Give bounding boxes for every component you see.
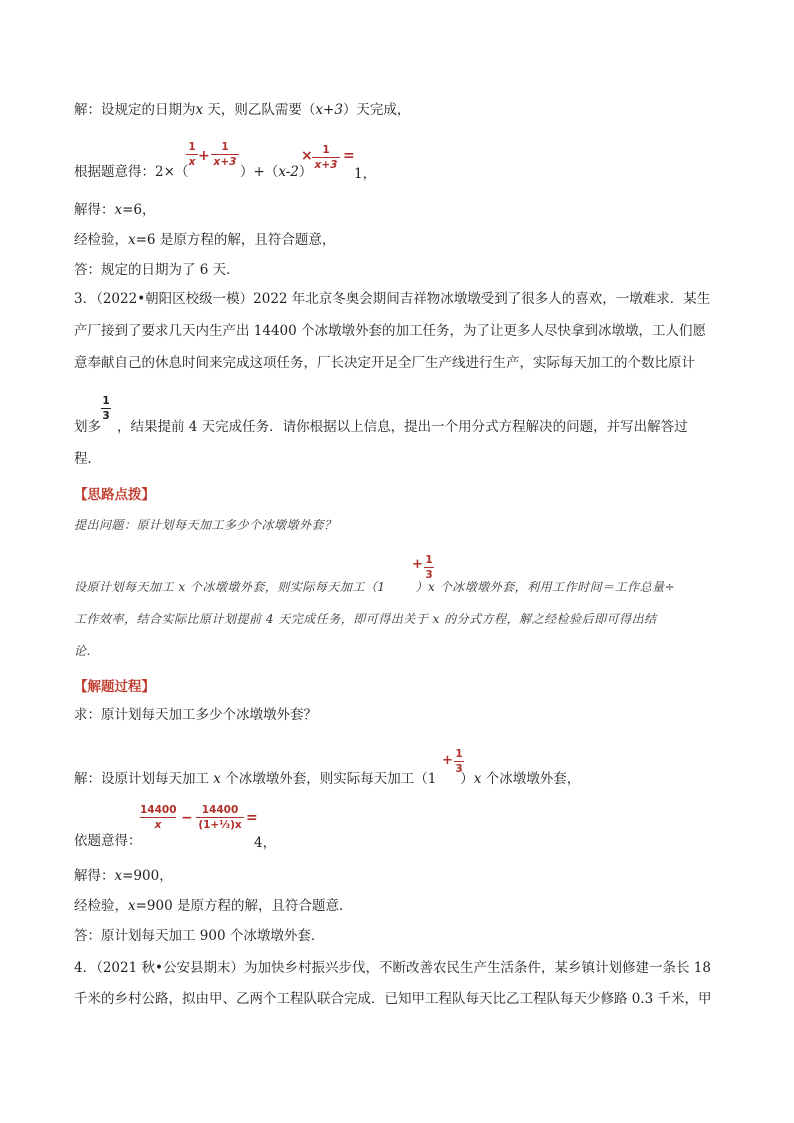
times-sign: ×: [301, 148, 313, 164]
numerator: 1: [188, 141, 196, 153]
text: ）x 个冰墩墩外套，利用工作时间＝工作总量÷: [415, 580, 676, 594]
hint-question: 提出问题：原计划每天加工多少个冰墩墩外套？: [74, 518, 337, 532]
text: 解得：: [74, 202, 115, 218]
p3-line-2: 产厂接到了要求几天内生产出 14400 个冰墩墩外套的加工任务，为了让更多人尽快拿到冰墩墩，工人们愿: [74, 323, 707, 339]
equals-sign: =: [343, 148, 355, 164]
denominator: x+3: [314, 159, 338, 171]
expr: x-2: [278, 164, 299, 180]
process-fraction-14400-over-expr: [196, 804, 244, 831]
plus-sign: +: [198, 148, 210, 164]
denominator: x: [188, 156, 196, 168]
text: ）: [460, 771, 474, 787]
text: =900，: [122, 868, 173, 884]
numerator: 14400: [140, 804, 177, 816]
p2-solve: [74, 200, 156, 220]
text: 个冰墩墩外套，则实际每天加工（1: [225, 771, 437, 787]
p3-line-1: 3．（2022•朝阳区校级一模）2022 年北京冬奥会期间吉祥物冰墩墩受到了很多人的喜欢，一墩难求．某生: [74, 291, 711, 307]
var-x: x: [114, 202, 123, 218]
denominator: x+3: [213, 156, 237, 168]
var-x: x: [195, 102, 204, 118]
p4-line-2: 千米的乡村公路，拟由甲、乙两个工程队联合完成．已知甲工程队每天比乙工程队每天少修路 0.3 千米，甲: [74, 991, 712, 1007]
text: 经检验，: [74, 898, 128, 914]
text: ）: [298, 164, 313, 180]
text: 解：设原计划每天加工: [74, 771, 209, 787]
text: 天，则乙队需要（: [203, 102, 316, 118]
text: ）天完成，: [342, 102, 411, 118]
p3-line-3: 意奉献自己的休息时间来完成这项任务，厂长决定开足全厂生产线进行生产，实际每天加工的个数比原计: [74, 355, 695, 371]
process-question: 求：原计划每天加工多少个冰墩墩外套？: [74, 707, 317, 723]
fraction-1-over-x-plus-3: [211, 141, 239, 168]
process-solve: [74, 866, 173, 886]
p2-equation-mid: [240, 162, 312, 182]
var-x: x: [128, 898, 136, 914]
numerator: 1: [102, 395, 110, 407]
numerator: 14400: [201, 804, 239, 816]
text: 解：设规定的日期为: [74, 102, 196, 118]
plus-sign: +: [442, 753, 453, 768]
hint-line-1: [74, 578, 675, 595]
p2-check: [74, 230, 335, 250]
text: 设原计划每天加工 x 个冰墩墩外套，则实际每天加工（1: [74, 580, 386, 594]
process-check: [74, 896, 353, 916]
process-fraction-14400-over-x: [140, 804, 176, 831]
numerator: 1: [322, 144, 330, 156]
process-equation-label: 依题意得：: [74, 833, 142, 849]
text: 划多: [74, 419, 101, 435]
denominator: 3: [425, 569, 433, 581]
text: 经检验，: [74, 232, 128, 248]
numerator: 1: [425, 554, 433, 566]
text: ，结果提前 4 天完成任务．请你根据以上信息，提出一个用分式方程解决的问题，并写出解答过: [117, 419, 688, 435]
hint-heading: 【思路点拨】: [74, 487, 155, 503]
text: 个冰墩墩外套，: [485, 771, 581, 787]
hint-line-3: 论．: [74, 644, 100, 658]
fraction-1-over-x: [186, 141, 198, 168]
expr: x+3: [315, 102, 343, 118]
text: =6，: [122, 202, 156, 218]
numerator: 1: [455, 748, 463, 760]
process-answer: 答：原计划每天加工 900 个冰墩墩外套．: [74, 928, 325, 944]
plus-sign: +: [412, 557, 423, 572]
denominator: (1+⅓)x: [198, 819, 242, 831]
process-heading: 【解题过程】: [74, 679, 155, 695]
eq-label: 根据题意得：2×（: [74, 164, 189, 180]
denominator: 3: [455, 763, 463, 775]
p2-equation-end: [354, 164, 376, 184]
numerator: 1: [221, 141, 229, 153]
fraction-1-over-x-plus-3-b: [312, 144, 340, 171]
text: 解得：: [74, 868, 115, 884]
text: ）+（: [240, 164, 279, 180]
process-line-1: 解：设原计划每天加工 x 个冰墩墩外套，则实际每天加工（1 ）x 个冰墩墩外套，: [74, 771, 581, 787]
denominator: 3: [102, 410, 110, 422]
hint-line-2: 工作效率，结合实际比原计划提前 4 天完成任务，即可得出关于 x 的分式方程，解之经检验后即可得出结: [74, 612, 657, 626]
p3-line-5: 程．: [74, 451, 101, 467]
p3-line-4: [74, 417, 688, 437]
process-equation-end: 4，: [254, 835, 277, 851]
p2-answer: 答：规定的日期为了 6 天．: [74, 262, 240, 278]
p2-solution-intro: [74, 100, 410, 120]
var-x: x: [114, 868, 123, 884]
hint-fraction-one-third: [424, 554, 434, 581]
denominator: x: [154, 819, 162, 831]
p2-equation: [74, 162, 188, 182]
text: 1，: [354, 166, 377, 182]
text: =6 是原方程的解，且符合题意，: [135, 232, 336, 248]
p4-line-1: 4．（2021 秋•公安县期末）为加快乡村振兴步伐，不断改善农民生产生活条件，某乡镇计划修建一条长 18: [74, 960, 711, 976]
minus-sign: −: [181, 810, 193, 826]
text: =900 是原方程的解，且符合题意．: [135, 898, 353, 914]
var-x: x: [128, 232, 136, 248]
equals-sign: =: [246, 810, 258, 826]
